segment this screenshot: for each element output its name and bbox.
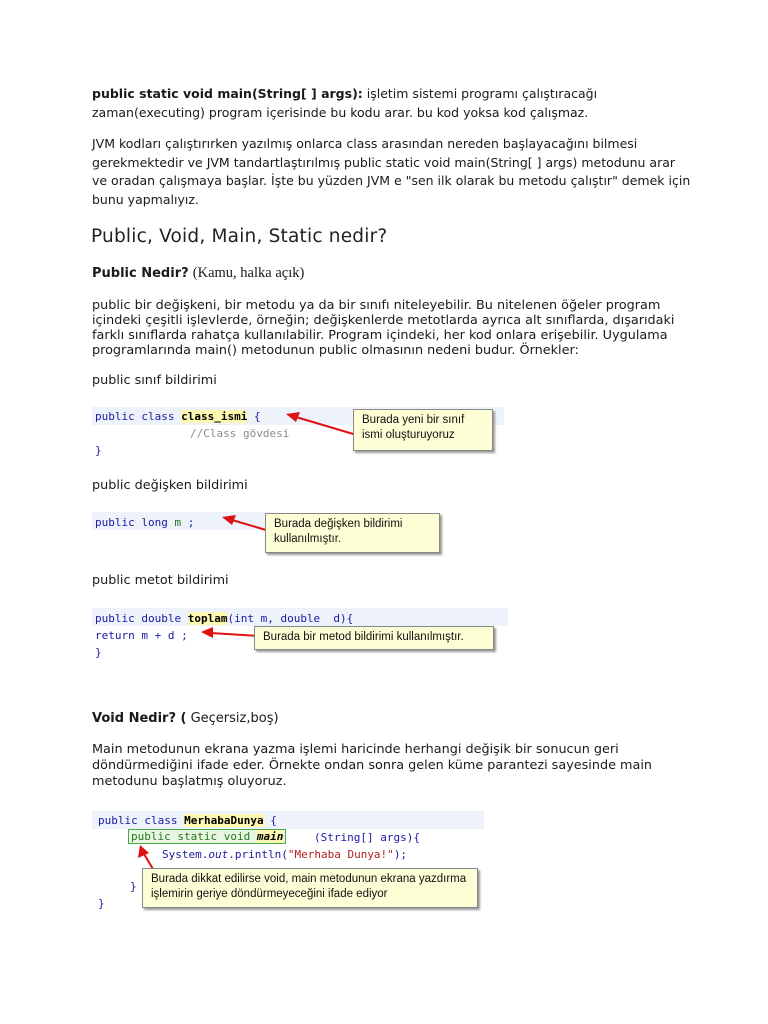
code-line: public double toplam(int m, double d){ bbox=[95, 612, 354, 625]
code-return-line: return m + d ; bbox=[95, 629, 188, 642]
class-name-highlight: class_ismi bbox=[181, 410, 248, 423]
callout-box: Burada yeni bir sınıf ismi oluşturuyoruz bbox=[353, 409, 493, 451]
callout-box: Burada dikkat edilirse void, main metodunun ekrana yazdırma işlemirin geriye döndürmeyeceğini ifade ediyor bbox=[142, 868, 478, 908]
code-line: public long m ; bbox=[95, 516, 195, 529]
intro-rest: işletim sistemi programı çalıştıracağı zaman(executing) program içerisinde bu kodu arar. bu kod yoksa kod çalışmaz. bbox=[92, 86, 598, 120]
void-example-screenshot bbox=[92, 808, 484, 913]
method-name-highlight: toplam bbox=[187, 612, 228, 625]
code-println-line: System.out.println("Merhaba Dunya!"); bbox=[162, 848, 408, 861]
code-close-brace: } bbox=[95, 646, 102, 659]
code-line: public class class_ismi { bbox=[95, 410, 261, 423]
example-1-screenshot bbox=[92, 404, 504, 462]
public-heading bbox=[92, 265, 304, 282]
class-name-highlight: MerhabaDunya bbox=[184, 814, 264, 827]
arrow-icon bbox=[220, 514, 268, 536]
code-close-brace: } bbox=[130, 880, 137, 893]
example-2-screenshot bbox=[92, 508, 442, 554]
code-args: (String[] args){ bbox=[314, 831, 420, 844]
example-3-screenshot bbox=[92, 605, 508, 660]
callout-box: Burada bir metod bildirimi kullanılmıştır. bbox=[254, 626, 494, 650]
void-heading bbox=[92, 711, 279, 726]
callout-box: Burada değişken bildirimi kullanılmıştır. bbox=[265, 513, 440, 553]
intro-paragraph bbox=[92, 85, 692, 122]
example-3-label: public metot bildirimi bbox=[92, 573, 229, 588]
main-highlight: main bbox=[256, 830, 284, 843]
code-line: public class MerhabaDunya { bbox=[98, 814, 277, 827]
public-subtitle: (Kamu, halka açık) bbox=[192, 265, 305, 281]
void-text: Main metodunun ekrana yazma işlemi haricinde herhangi değişik bir sonucun geri döndürmediğini ifade eder. Örnekte ondan sonra gelen küme parantezi sayesinde main metodunu başlatmış oluyoruz. bbox=[92, 742, 653, 789]
jvm-paragraph: JVM kodları çalıştırırken yazılmış onlarca class arasından nereden başlayacağını bilmesi gerekmektedir ve JVM tandartlaştırılmış public static void main(String[ ] args) metodunu arar ve oradan çalışmaya başlar. İşte bu yüzden JVM e "sen ilk olarak bu metodu çalıştır" demek için bunu yapmalıyız. bbox=[92, 136, 691, 207]
code-comment: //Class gövdesi bbox=[190, 427, 290, 440]
main-signature-box: public static void main bbox=[128, 829, 286, 844]
example-2-label: public değişken bildirimi bbox=[92, 478, 248, 493]
public-text: public bir değişkeni, bir metodu ya da bir sınıfı niteleyebilir. Bu nitelenen öğeler program içindeki çeşitli işlevlerde, örneğin; değişkenlerde metotlarda ayrıca alt sınıflarda, dışarıdaki farklı sınıflarda rahatça kullanılabilir. Program içindeki, her kod onlara erişebilir. Uygulama programlarında main() metodunun public olmasının nedeni budur. Örnekler: bbox=[92, 298, 675, 358]
public-title: Public Nedir? bbox=[92, 266, 189, 281]
code-close-brace: } bbox=[98, 897, 105, 910]
void-title: Void Nedir? ( bbox=[92, 711, 187, 726]
section-heading: Public, Void, Main, Static nedir? bbox=[91, 226, 388, 247]
code-close-brace: } bbox=[95, 444, 102, 457]
example-1-label: public sınıf bildirimi bbox=[92, 373, 217, 388]
arrow-icon bbox=[282, 412, 362, 442]
void-subtitle: Geçersiz,boş) bbox=[186, 711, 279, 726]
arrow-icon bbox=[199, 623, 261, 641]
intro-bold: public static void main(String[ ] args): bbox=[92, 86, 363, 101]
variable-name: m bbox=[174, 516, 182, 529]
